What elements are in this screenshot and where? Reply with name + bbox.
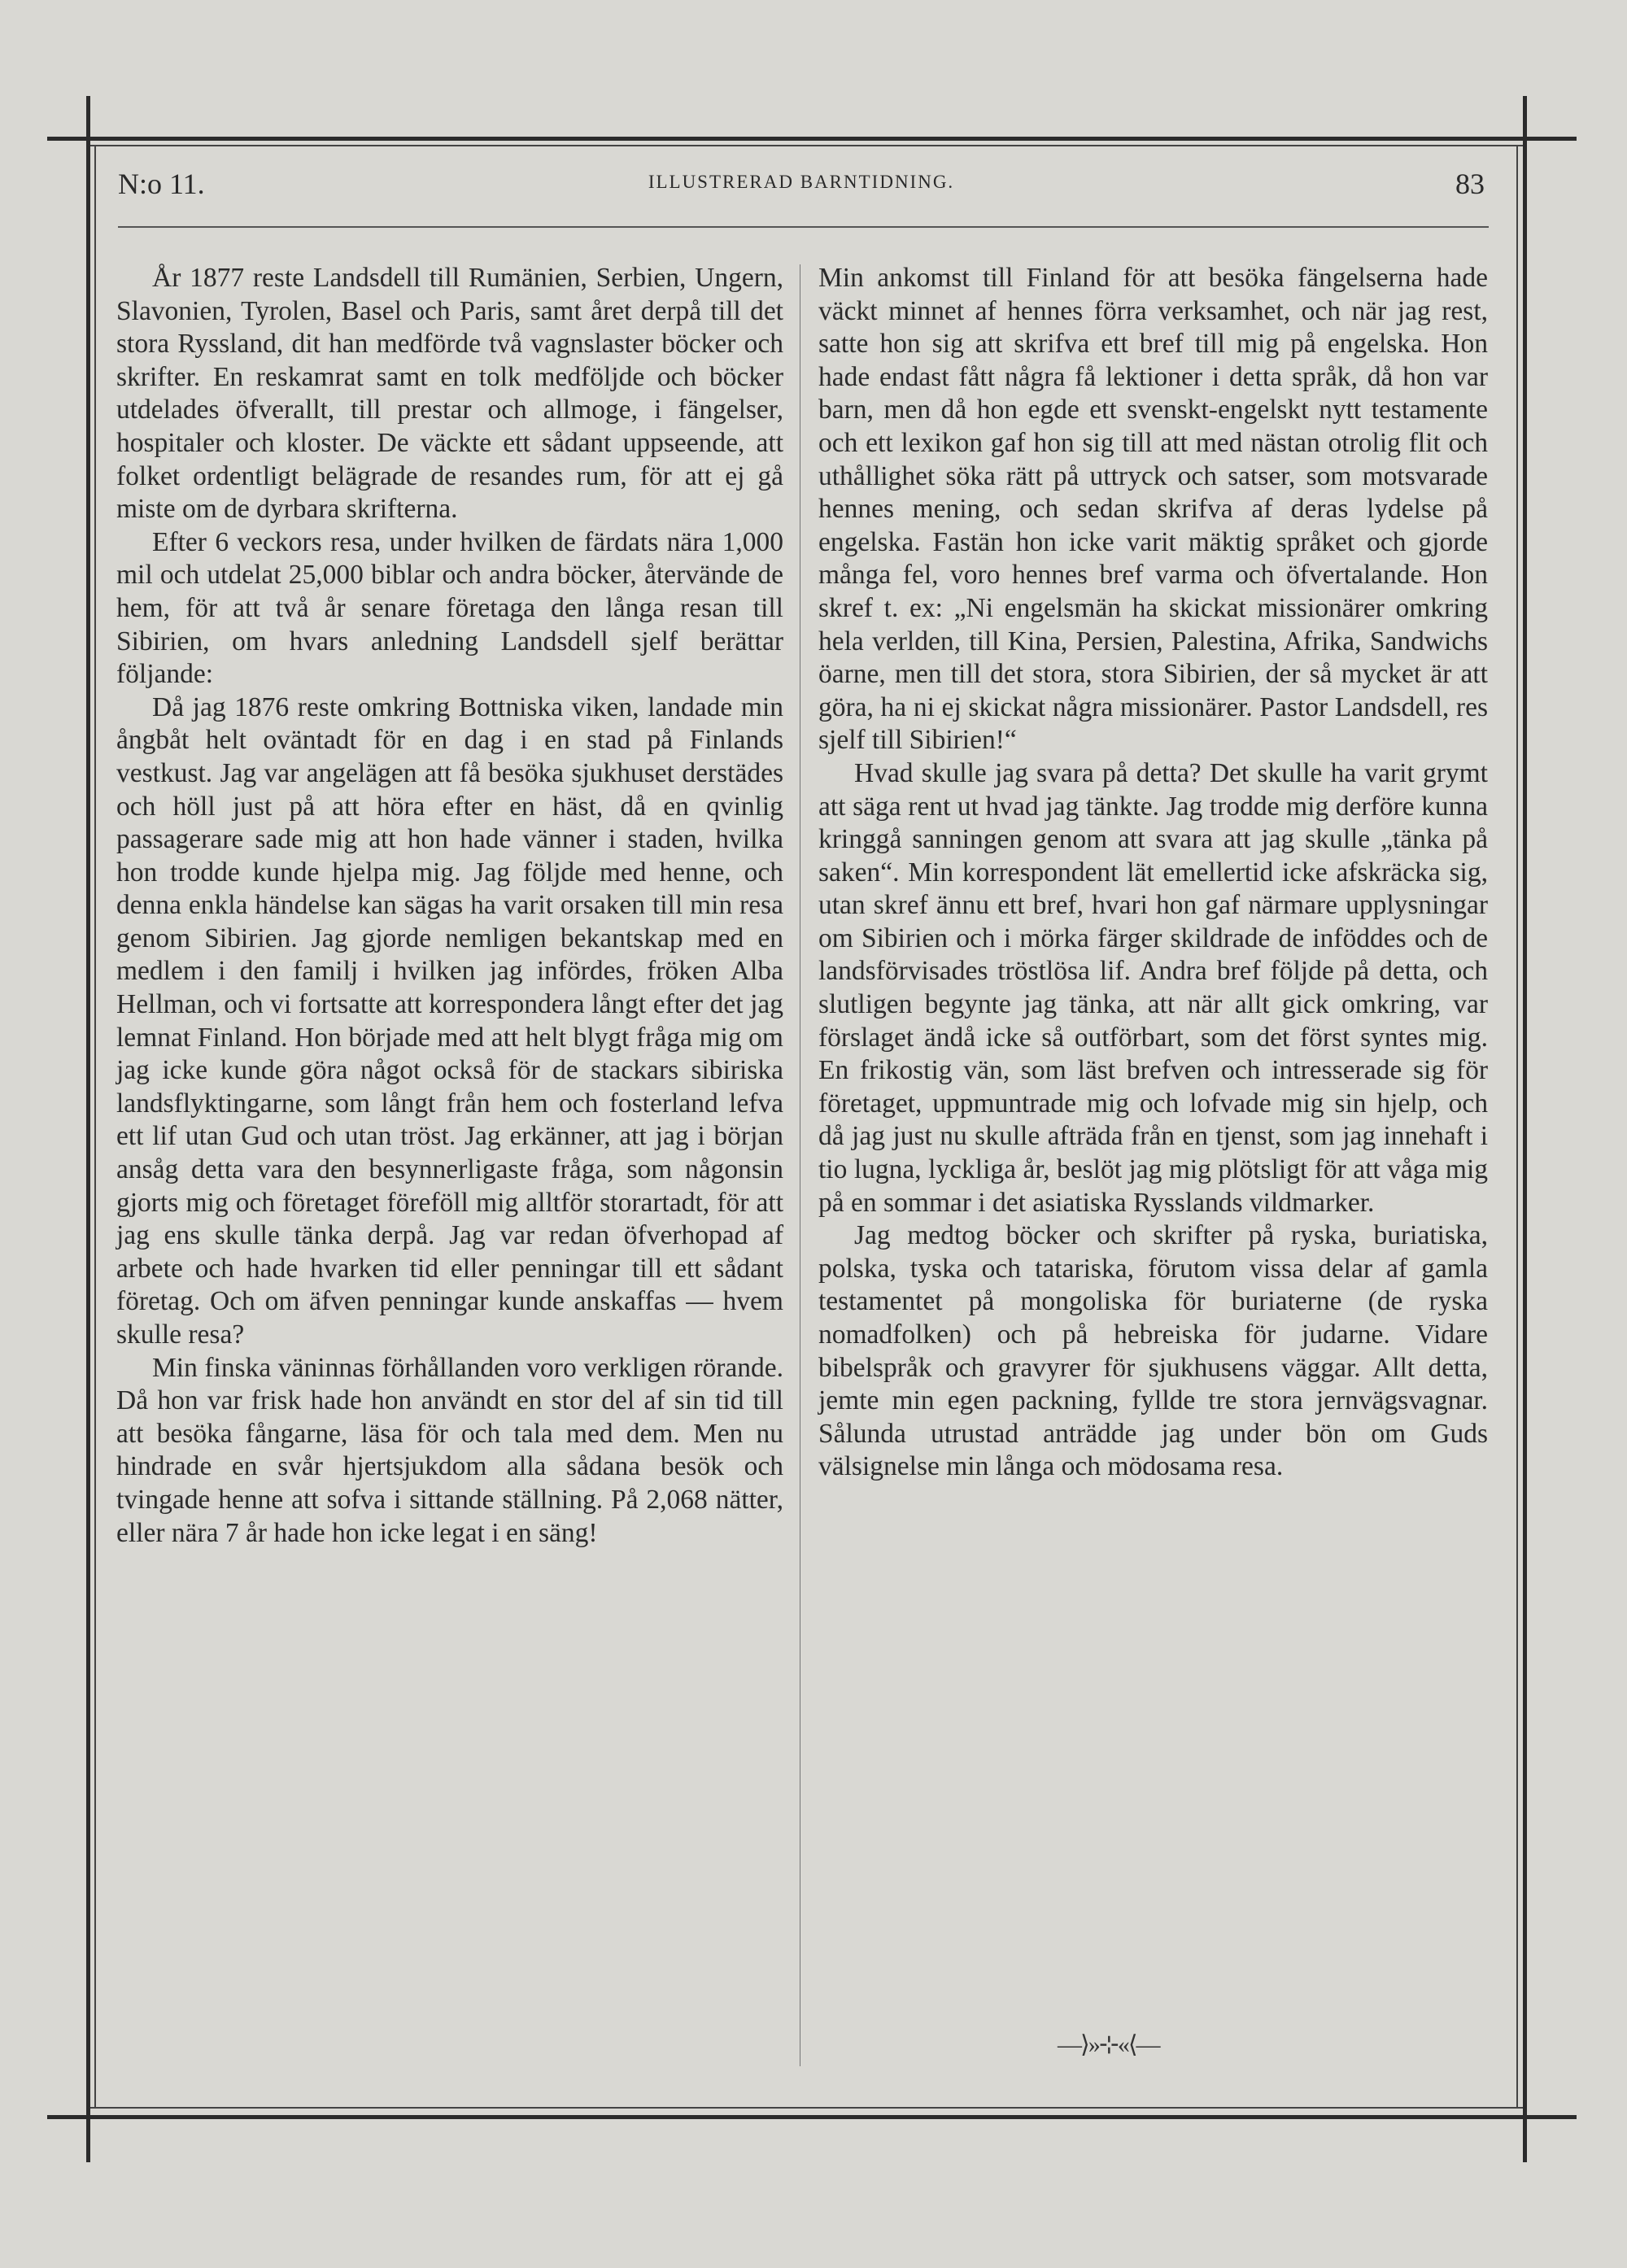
frame-inner-bottom-rule (90, 2107, 1523, 2109)
paragraph: Då jag 1876 reste omkring Bottniska viken, landade min ångbåt helt oväntadt för en dag i en stad på Finlands vestkust. Jag var angelägen att få besöka sjukhuset derstädes och höll just på att höra efter en häst, då en qvinlig passagerare sade mig att hon hade vänner i staden, hvilka hon trodde kunde hjelpa mig. Jag följde med henne, och denna enkla händelse kan sägas ha varit orsaken till min resa genom Sibirien. Jag gjorde nemligen bekantskap med en medlem i den familj i hvilken jag infördes, fröken Alba Hellman, och vi fortsatte att korrespondera långt efter det jag lemnat Finland. Hon började med att helt blygt fråga mig om jag icke kunde göra något också för de stackars sibiriska landsflyktingarne, som långt från hem och fosterland lefva ett lif utan Gud och utan tröst. Jag erkänner, att jag i början ansåg detta vara den besynnerligaste fråga, som någonsin gjorts mig och företaget föreföll mig alltför storartadt, för att jag ens skulle tänka derpå. Jag var redan öfverhopad af arbete och hade hvarken tid eller penningar till ett sådant företag. Och om äfven penningar kunde anskaffas — hvem skulle resa? (116, 691, 783, 1350)
issue-number: N:o 11. (118, 168, 205, 200)
end-ornament: —⟩»⊹«⟨— (1058, 2031, 1159, 2058)
paragraph: Efter 6 veckors resa, under hvilken de färdats nära 1,000 mil och utdelat 25,000 biblar och andra böcker, återvände de hem, för att två år senare företaga den långa resan till Sibirien, om hvars anledning Landsdell sjelf berättar följande: (116, 526, 783, 690)
paragraph: Hvad skulle jag svara på detta? Det skulle ha varit grymt att säga rent ut hvad jag tänkte. Jag trodde mig derföre kunna kringgå sanningen genom att svara att jag skulle „tänka på saken“. Min korrespondent lät emellertid icke afskräcka sig, utan skref ännu ett bref, hvari hon gaf närmare upplysningar om Sibirien och i mörka färger skildrade de inföddes och de landsförvisades tröstlösa lif. Andra bref följde på detta, och slutligen begynte jag tänka, att när allt gick omkring, var förslaget ändå icke så outförbart, som det först syntes mig. En frikostig vän, som läst brefven och intresserade sig för företaget, uppmuntrade mig och lofvade mig sin hjelp, och då jag just nu skulle afträda från en tjenst, som jag innehaft i tio lugna, lyckliga år, beslöt jag mig plötsligt för att våga mig på en sommar i det asiatiska Rysslands vildmarker. (818, 757, 1488, 1218)
frame-top-rule (47, 137, 1577, 141)
header-rule (118, 226, 1489, 228)
paragraph: Jag medtog böcker och skrifter på ryska, buriatiska, polska, tyska och tatariska, förutom vissa delar af gamla testamentet på mongoliska för buriaterne (de ryska nomadfolken) och på hebreiska för judarne. Vidare bibelspråk och gravyrer för sjukhusens väggar. Allt detta, jemte min egen packning, fyllde tre stora jernvägsvagnar. Sålunda utrustad anträdde jag under bön om Guds välsignelse min långa och mödosama resa. (818, 1220, 1488, 1482)
frame-left-rule (86, 96, 90, 2162)
paragraph: År 1877 reste Landsdell till Rumänien, Serbien, Ungern, Slavonien, Tyrolen, Basel och Paris, samt året derpå till det stora Ryssland, dit han medförde två vagnslaster böcker och skrifter. En reskamrat samt en tolk medföljde och böcker utdelades öfverallt, till prestar och allmoge, i fängelser, hospitaler och kloster. De väckte ett sådant uppseende, att folket ordentligt belägrade de resandes rum, för att ej gå miste om de dyrbara skrifterna. (116, 263, 783, 525)
frame-inner-top-rule (90, 145, 1523, 146)
left-column (116, 262, 783, 1550)
publication-title: ILLUSTRERAD BARNTIDNING. (648, 172, 955, 192)
paragraph: Min ankomst till Finland för att besöka fängelserna hade väckt minnet af hennes förra verksamhet, och när jag rest, satte hon sig att skrifva ett bref till mig på engelska. Hon hade endast fått några få lektioner i detta språk, då hon var barn, men då hon egde ett svenskt-engelskt nytt testamente och ett lexikon gaf hon sig till att med nästan otrolig flit och uthållighet söka rätt på uttryck och satser, som motsvarade hennes mening, och sedan skrifva af deras lydelse på engelska. Fastän hon icke varit mäktig språket och gjorde många fel, voro hennes bref varma och öfvertalande. Hon skref t. ex: „Ni engelsmän ha skickat missionärer omkring hela verlden, till Kina, Persien, Palestina, Afrika, Sandwichs öarne, men till det stora, stora Sibirien, der så mycket är att göra, ha ni ej skickat några missionärer. Pastor Landsdell, res sjelf till Sibirien!“ (818, 263, 1488, 756)
right-column (818, 262, 1488, 1484)
frame-inner-left-rule (94, 145, 96, 2109)
page-number: 83 (1455, 168, 1485, 200)
frame-bottom-rule (47, 2115, 1577, 2119)
page-header (118, 167, 1485, 207)
paragraph: Min finska väninnas förhållanden voro verkligen rörande. Då hon var frisk hade hon användt en stor del af sin tid till att besöka fångarne, läsa för och tala med dem. Men nu hindrade en svår hjertsjukdom alla sådana besök och tvingade henne att sofva i sittande ställning. På 2,068 nätter, eller nära 7 år hade hon icke legat i en säng! (116, 1352, 783, 1548)
frame-inner-right-rule (1516, 145, 1518, 2109)
frame-right-rule (1523, 96, 1527, 2162)
